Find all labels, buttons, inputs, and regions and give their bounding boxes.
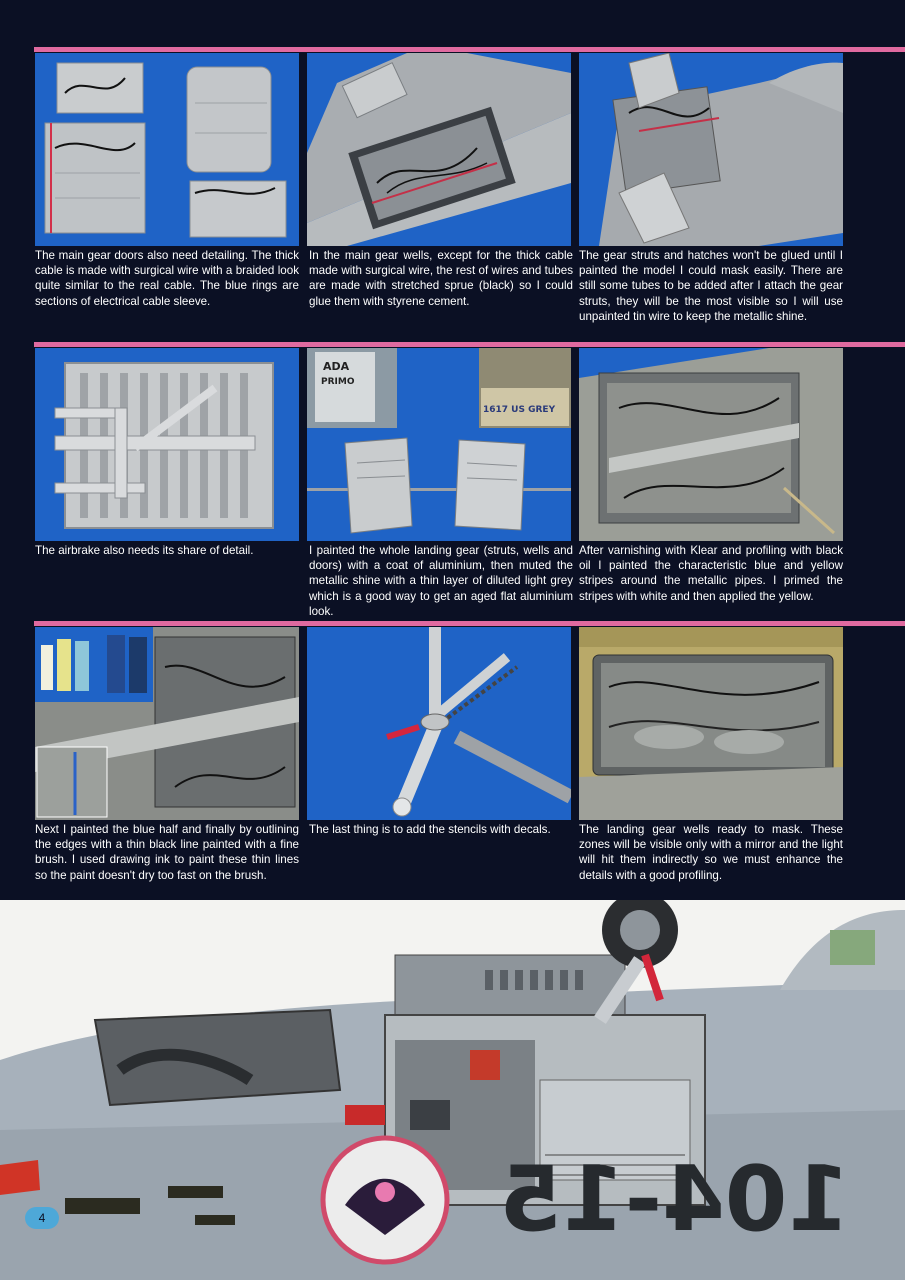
bottle-label-primo: PRIMO bbox=[321, 377, 355, 387]
bottle-label-ada: ADA bbox=[323, 360, 350, 373]
hero-serial: 104-15 bbox=[499, 1147, 850, 1252]
caption-gear-struts-hatches: The gear struts and hatches won't be glued until I painted the model I could mask easily. There are still some tubes to be added after I attach the gear struts, they will be the most visible so I will use unpainted tin wire to keep the metallic shine. bbox=[579, 249, 843, 323]
photo-blue-half bbox=[35, 627, 299, 820]
caption-wells-ready: The landing gear wells ready to mask. These zones will be visible only with a mirror and the light will hit them indirectly so we must enhance the details with a good profiling. bbox=[579, 823, 843, 882]
caption-gear-doors: The main gear doors also need detailing. The thick cable is made with surgical wire with a braided look quite similar to the real cable. The blue rings are sections of electrical cable sleeve. bbox=[35, 249, 299, 308]
bottle-label-grey: 1617 US GREY bbox=[483, 405, 556, 415]
page-number-badge: 4 bbox=[25, 1207, 59, 1229]
section-rule-3 bbox=[34, 621, 905, 626]
photo-stencils bbox=[307, 627, 571, 820]
photo-gear-struts-hatches bbox=[579, 53, 843, 246]
caption-blue-half: Next I painted the blue half and finally by outlining the edges with a thin black line painted with a fine brush. I used drawing ink to paint these thin lines so the paint doesn't dry too fast on the brush. bbox=[35, 823, 299, 882]
section-rule-1 bbox=[34, 47, 905, 52]
photo-wells-ready bbox=[579, 627, 843, 820]
caption-painted-doors: I painted the whole landing gear (struts, wells and doors) with a coat of aluminium, then muted the metallic shine with a thin layer of diluted light grey which is a good way to get an aged flat aluminium look. bbox=[309, 544, 573, 618]
section-rule-2 bbox=[34, 342, 905, 347]
hero-photo-fuselage bbox=[0, 900, 905, 1280]
caption-stencils: The last thing is to add the stencils with decals. bbox=[309, 823, 551, 836]
photo-airbrake bbox=[35, 348, 299, 541]
photo-gear-wells-wiring bbox=[307, 53, 571, 246]
caption-varnished-well: After varnishing with Klear and profiling with black oil I painted the characteristic blue and yellow stripes around the metallic pipes. I primed the stripes with white and then applied the yellow. bbox=[579, 544, 843, 603]
photo-varnished-well bbox=[579, 348, 843, 541]
photo-gear-doors bbox=[35, 53, 299, 246]
caption-gear-wells-wiring: In the main gear wells, except for the thick cable made with surgical wire, the rest of wires and tubes are made with stretched sprue (black) so I could glue them with styrene cement. bbox=[309, 249, 573, 308]
photo-painted-doors bbox=[307, 348, 571, 541]
caption-airbrake: The airbrake also needs its share of detail. bbox=[35, 544, 254, 557]
